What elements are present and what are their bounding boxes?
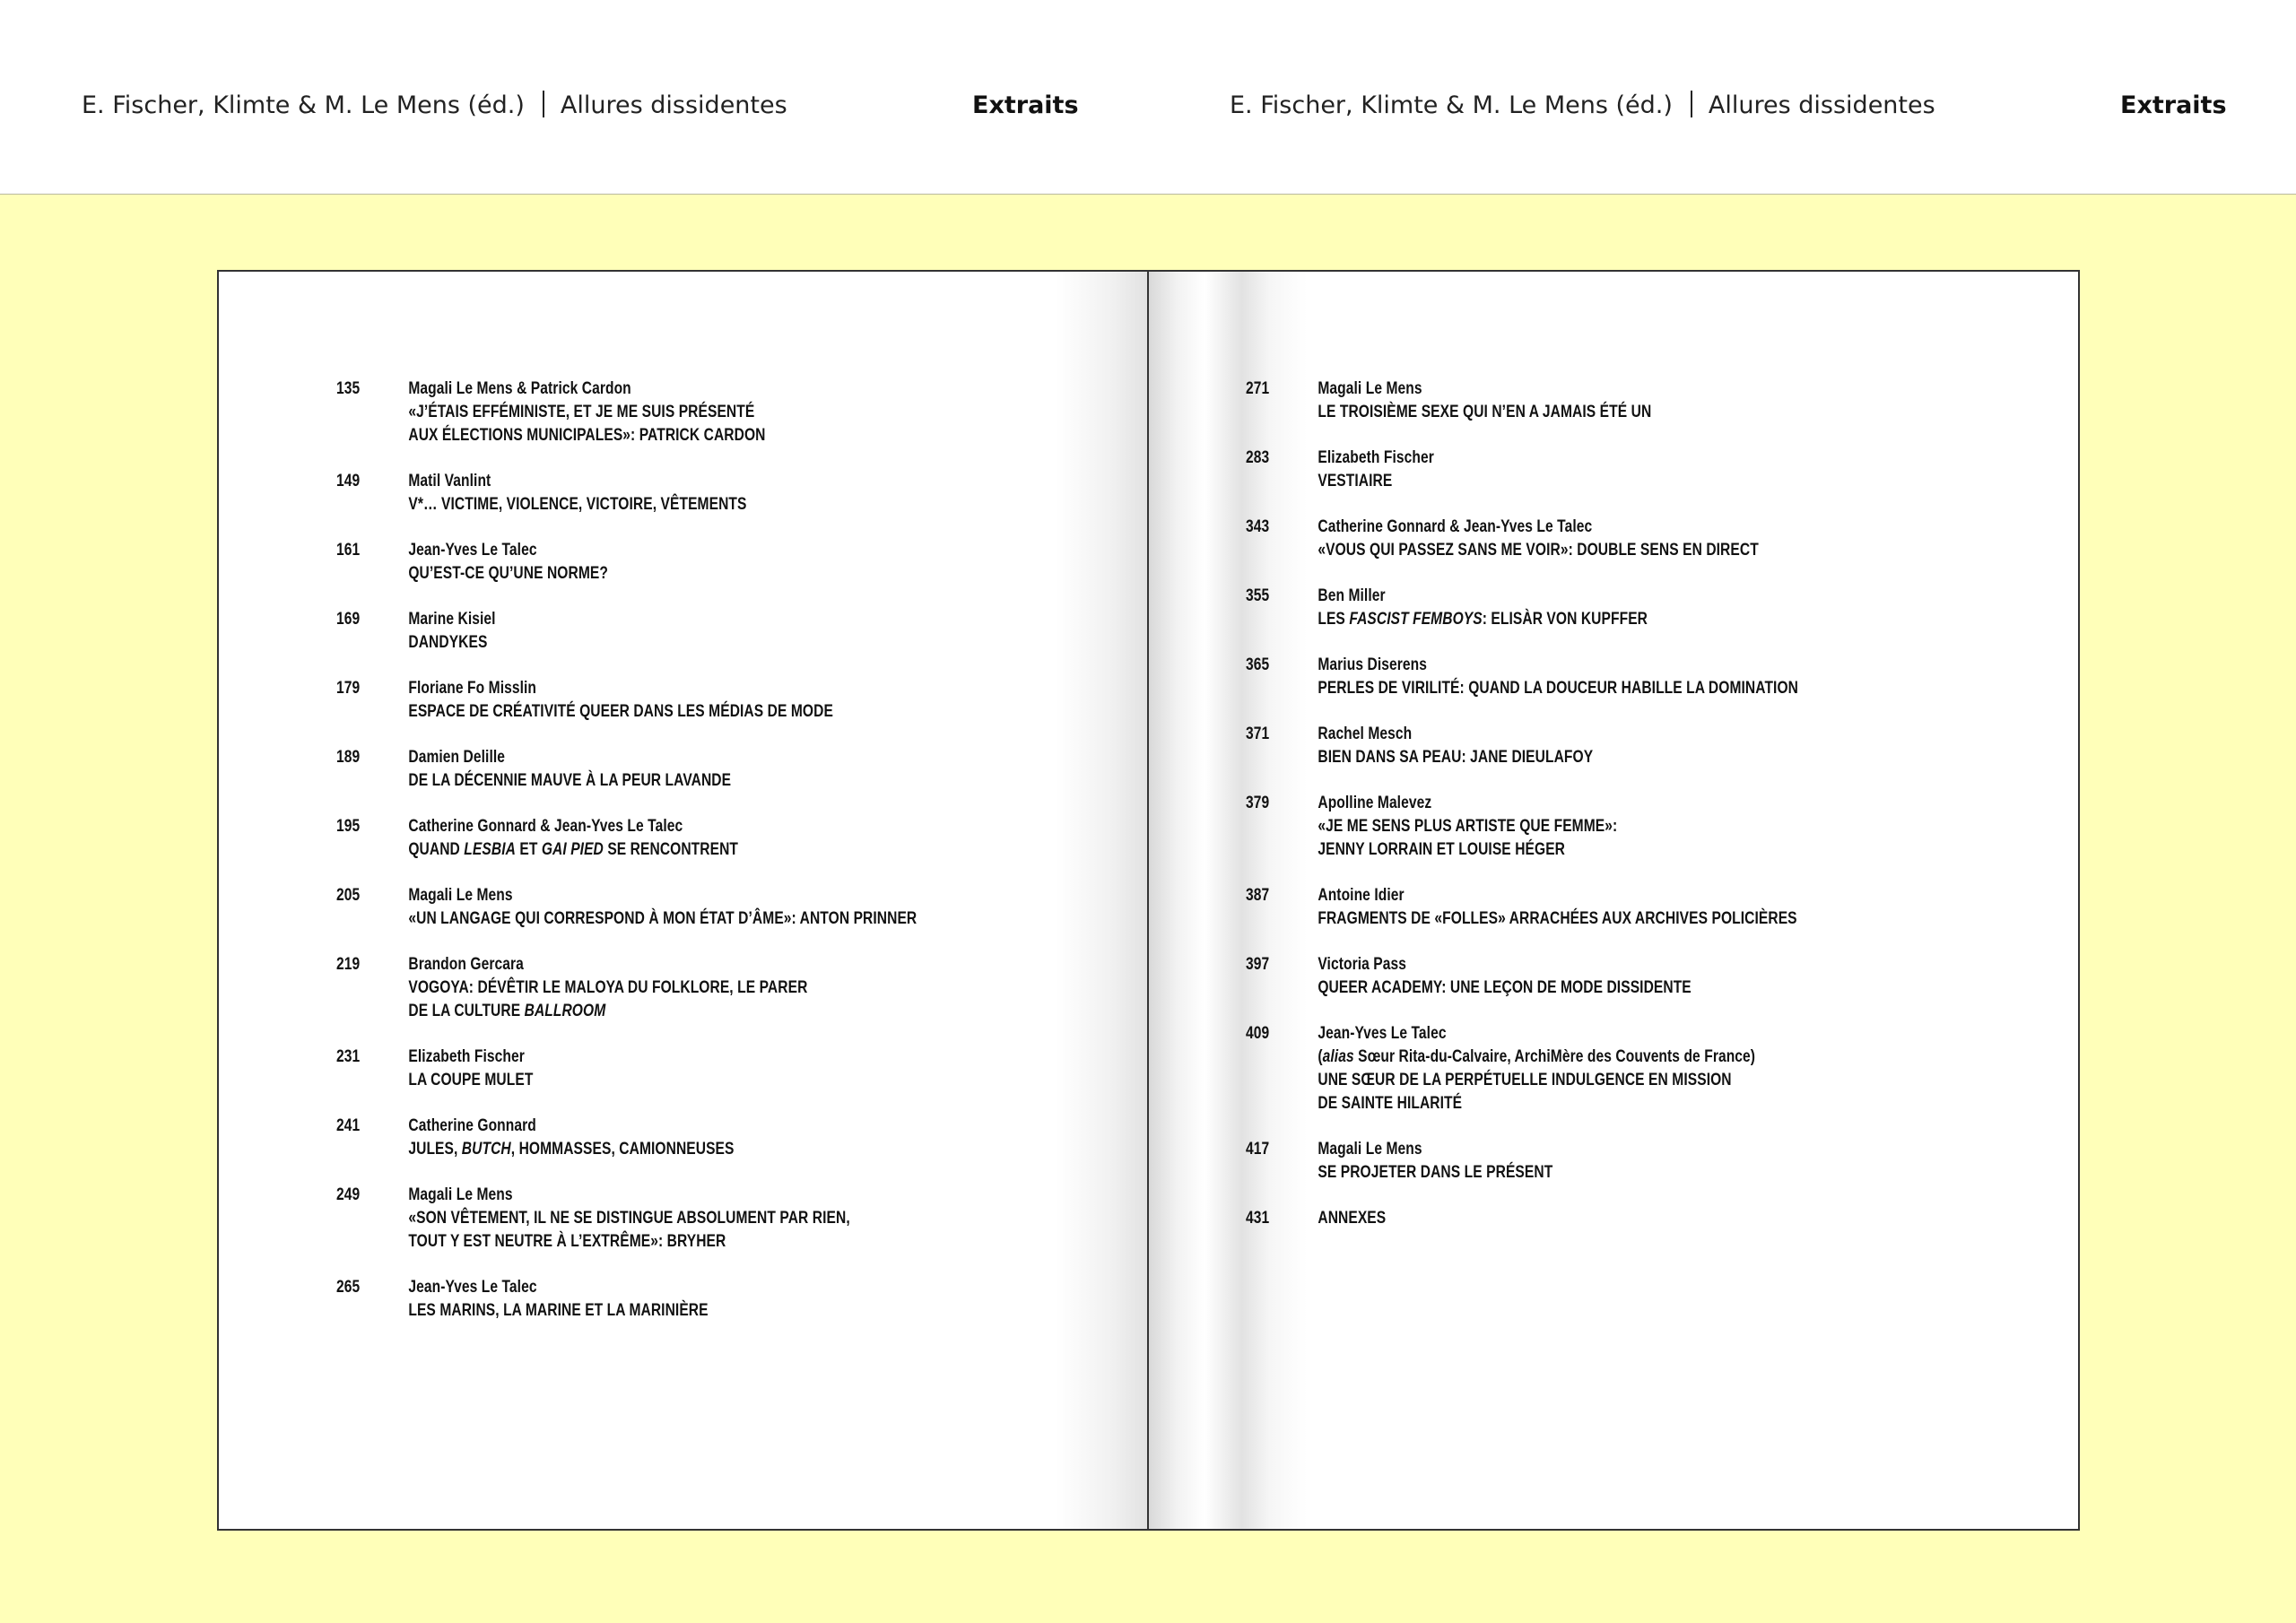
toc-entry <box>1246 585 1798 631</box>
header-left-divider <box>543 91 544 117</box>
toc-entry <box>336 884 917 931</box>
toc-entry <box>1246 378 1798 424</box>
toc-author: Floriane Fo Misslin <box>408 679 537 698</box>
toc-author: Elizabeth Fischer <box>1318 448 1434 467</box>
toc-page-number: 409 <box>1246 1024 1270 1043</box>
toc-page-number: 169 <box>336 610 361 629</box>
toc-page-number: 271 <box>1246 379 1270 398</box>
toc-author: Magali Le Mens <box>1318 379 1422 398</box>
title-part: , HOMMASSES, CAMIONNEUSES <box>510 1140 735 1159</box>
book-spread <box>217 270 2080 1531</box>
toc-author: Catherine Gonnard & Jean-Yves Le Talec <box>408 817 683 836</box>
toc-author: Magali Le Mens <box>408 1185 513 1204</box>
toc-title-line: JENNY LORRAIN ET LOUISE HÉGER <box>1318 840 1566 859</box>
header-left-section: Extraits <box>972 91 1079 119</box>
toc-page-number: 231 <box>336 1047 361 1066</box>
toc-title-line: LA COUPE MULET <box>408 1071 534 1089</box>
toc-page-number: 189 <box>336 748 361 767</box>
toc-page-number: 161 <box>336 541 361 560</box>
toc-author: Magali Le Mens <box>1318 1140 1422 1159</box>
toc-author: Catherine Gonnard & Jean-Yves Le Talec <box>1318 517 1593 536</box>
toc-page-number: 397 <box>1246 955 1270 974</box>
title-part: LES <box>1318 610 1350 629</box>
header-right-running-title <box>1230 90 1935 122</box>
toc-author: Matil Vanlint <box>408 472 491 490</box>
toc-title-line <box>408 838 917 862</box>
header-left-authors: E. Fischer, Klimte & M. Le Mens (éd.) <box>82 91 525 119</box>
toc-page-number: 219 <box>336 955 361 974</box>
toc-page-number: 371 <box>1246 725 1270 743</box>
toc-entry <box>1246 953 1798 1000</box>
toc-entry <box>1246 516 1798 562</box>
header-left-running-title <box>82 90 787 122</box>
toc-entry <box>336 677 917 724</box>
toc-entry <box>1246 447 1798 493</box>
toc-entry <box>336 539 917 586</box>
toc-page-number: 149 <box>336 472 361 490</box>
toc-page-number: 195 <box>336 817 361 836</box>
toc-page-number: 283 <box>1246 448 1270 467</box>
title-part: ET <box>515 840 542 859</box>
toc-author: Rachel Mesch <box>1318 725 1413 743</box>
toc-title-line: UNE SŒUR DE LA PERPÉTUELLE INDULGENCE EN MISSION <box>1318 1071 1732 1089</box>
toc-entry <box>336 1046 917 1092</box>
toc-author: Antoine Idier <box>1318 886 1405 905</box>
toc-author: Apolline Malevez <box>1318 794 1432 812</box>
toc-page-number: 249 <box>336 1185 361 1204</box>
header-right-divider <box>1691 91 1692 117</box>
toc-title-line: «SON VÊTEMENT, IL NE SE DISTINGUE ABSOLUMENT PAR RIEN, <box>408 1209 850 1228</box>
toc-entry <box>1246 792 1798 862</box>
toc-title-line: QUEER ACADEMY: UNE LEÇON DE MODE DISSIDENTE <box>1318 978 1692 997</box>
toc-title-line: «J’ÉTAIS EFFÉMINISTE, ET JE ME SUIS PRÉSENTÉ <box>408 403 755 421</box>
title-part: Sœur Rita-du-Calvaire, ArchiMère des Couvents de France) <box>1353 1047 1756 1066</box>
toc-title-line: SE PROJETER DANS LE PRÉSENT <box>1318 1163 1553 1182</box>
toc-author: Marine Kisiel <box>408 610 496 629</box>
toc-page-number: 241 <box>336 1116 361 1135</box>
header-left-title: Allures dissidentes <box>560 91 787 119</box>
italic-title-part: alias <box>1322 1047 1354 1066</box>
table-of-contents-right <box>1246 378 1798 1253</box>
title-part: QUAND <box>408 840 465 859</box>
toc-title-line: FRAGMENTS DE «FOLLES» ARRACHÉES AUX ARCHIVES POLICIÈRES <box>1318 909 1797 928</box>
toc-entry <box>336 746 917 793</box>
toc-author: Jean-Yves Le Talec <box>408 1278 537 1297</box>
toc-title-line: ESPACE DE CRÉATIVITÉ QUEER DANS LES MÉDIAS DE MODE <box>408 702 833 721</box>
toc-author: Jean-Yves Le Talec <box>408 541 537 560</box>
toc-entry <box>336 815 917 862</box>
toc-title-line: DE LA DÉCENNIE MAUVE À LA PEUR LAVANDE <box>408 771 732 790</box>
italic-title-part: BALLROOM <box>524 1002 606 1020</box>
italic-title-part: BUTCH <box>461 1140 511 1159</box>
toc-entry <box>1246 723 1798 769</box>
toc-page-number: 343 <box>1246 517 1270 536</box>
toc-entry <box>1246 884 1798 931</box>
toc-author: Magali Le Mens <box>408 886 513 905</box>
toc-title-line: BIEN DANS SA PEAU: JANE DIEULAFOY <box>1318 748 1594 767</box>
toc-title-line: LE TROISIÈME SEXE QUI N’EN A JAMAIS ÉTÉ UN <box>1318 403 1652 421</box>
toc-page-number: 205 <box>336 886 361 905</box>
toc-title-line: LES MARINS, LA MARINE ET LA MARINIÈRE <box>408 1301 709 1320</box>
toc-author: Jean-Yves Le Talec <box>1318 1024 1447 1043</box>
toc-title-line: DANDYKES <box>408 633 488 652</box>
toc-page-number: 379 <box>1246 794 1270 812</box>
title-part: DE LA CULTURE <box>408 1002 525 1020</box>
toc-author: Victoria Pass <box>1318 955 1407 974</box>
toc-title-line: TOUT Y EST NEUTRE À L’EXTRÊME»: BRYHER <box>408 1232 726 1251</box>
toc-author: Damien Delille <box>408 748 506 767</box>
toc-page-number: 355 <box>1246 586 1270 605</box>
title-part: SE RENCONTRENT <box>603 840 739 859</box>
toc-title-line <box>408 1000 917 1023</box>
title-part: ( <box>1318 1047 1323 1066</box>
toc-author: ANNEXES <box>1318 1209 1387 1228</box>
toc-page-number: 365 <box>1246 655 1270 674</box>
toc-page-number: 417 <box>1246 1140 1270 1159</box>
toc-entry <box>336 1276 917 1323</box>
toc-entry <box>336 378 917 447</box>
toc-author: Brandon Gercara <box>408 955 524 974</box>
toc-entry <box>1246 1022 1798 1115</box>
toc-title-line: VOGOYA: DÉVÊTIR LE MALOYA DU FOLKLORE, LE PARER <box>408 978 808 997</box>
toc-entry <box>1246 1138 1798 1185</box>
header-right-section: Extraits <box>2120 91 2227 119</box>
toc-author: Ben Miller <box>1318 586 1386 605</box>
toc-entry <box>1246 1207 1798 1230</box>
toc-title-line: V*… VICTIME, VIOLENCE, VICTOIRE, VÊTEMENTS <box>408 495 747 514</box>
toc-title-line <box>408 1138 917 1161</box>
italic-title-part: GAI PIED <box>541 840 604 859</box>
toc-page-number: 179 <box>336 679 361 698</box>
toc-title-line: PERLES DE VIRILITÉ: QUAND LA DOUCEUR HABILLE LA DOMINATION <box>1318 679 1798 698</box>
italic-title-part: LESBIA <box>464 840 516 859</box>
toc-entry <box>336 953 917 1023</box>
toc-title-line: DE SAINTE HILARITÉ <box>1318 1094 1463 1113</box>
toc-author: Elizabeth Fischer <box>408 1047 525 1066</box>
header-bar <box>0 0 2296 195</box>
italic-title-part: FASCIST FEMBOYS <box>1349 610 1483 629</box>
toc-page-number: 387 <box>1246 886 1270 905</box>
toc-title-line: VESTIAIRE <box>1318 472 1393 490</box>
toc-author-alias <box>1318 1046 1798 1069</box>
toc-page-number: 135 <box>336 379 361 398</box>
toc-title-line: «JE ME SENS PLUS ARTISTE QUE FEMME»: <box>1318 817 1618 836</box>
toc-entry <box>336 608 917 655</box>
table-of-contents-left <box>336 378 917 1345</box>
header-right-authors: E. Fischer, Klimte & M. Le Mens (éd.) <box>1230 91 1673 119</box>
toc-author: Catherine Gonnard <box>408 1116 536 1135</box>
book-gutter <box>1147 272 1149 1529</box>
toc-page-number: 431 <box>1246 1209 1270 1228</box>
toc-author: Marius Diserens <box>1318 655 1427 674</box>
toc-title-line: «VOUS QUI PASSEZ SANS ME VOIR»: DOUBLE SENS EN DIRECT <box>1318 541 1759 560</box>
title-part: JULES, <box>408 1140 462 1159</box>
toc-title-line: AUX ÉLECTIONS MUNICIPALES»: PATRICK CARDON <box>408 426 766 445</box>
toc-entry <box>336 1115 917 1161</box>
toc-title-line: QU’EST-CE QU’UNE NORME? <box>408 564 608 583</box>
toc-author: Magali Le Mens & Patrick Cardon <box>408 379 631 398</box>
toc-entry <box>336 470 917 516</box>
title-part: : ELISÀR VON KUPFFER <box>1482 610 1648 629</box>
toc-entry <box>336 1184 917 1254</box>
toc-entry <box>1246 654 1798 700</box>
toc-title-line: «UN LANGAGE QUI CORRESPOND À MON ÉTAT D’ÂME»: ANTON PRINNER <box>408 909 918 928</box>
toc-page-number: 265 <box>336 1278 361 1297</box>
toc-title-line <box>1318 608 1798 631</box>
header-right-title: Allures dissidentes <box>1708 91 1935 119</box>
